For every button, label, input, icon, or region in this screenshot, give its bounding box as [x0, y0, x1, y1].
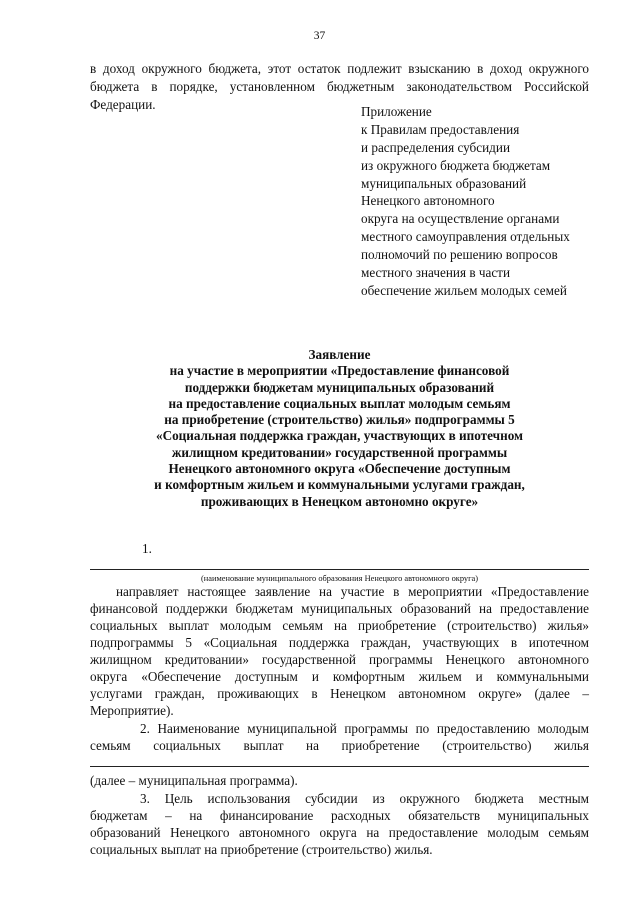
p2-line-3: (далее – муниципальная программа). — [90, 773, 298, 788]
p2-line-1: 2. Наименование муниципальной программы по предоставлению молодым — [140, 721, 589, 736]
item-1-caption: (наименование муниципального образования Ненецкого автономного округа) — [200, 574, 479, 583]
title-line: на приобретение (строительство) жилья» подпрограммы 5 — [164, 412, 515, 428]
p3-line-2: бюджетам – на финансирование расходных обязательств муниципальных — [90, 808, 589, 823]
appendix-line: Приложение — [361, 104, 432, 119]
p1-line-2: финансовой поддержки бюджетам муниципальных образований на предоставление — [90, 601, 589, 616]
title-line: Заявление — [308, 347, 371, 362]
p1-line-3: социальных выплат молодым семьям на приобретение (строительство) жилья» — [90, 618, 589, 633]
appendix-line: полномочий по решению вопросов — [361, 247, 558, 263]
appendix-block — [361, 103, 601, 300]
p3-line-3: образований Ненецкого автономного округа на предоставление молодым семьям — [90, 825, 589, 840]
p2-line-2: семьям социальных выплат на приобретение (строительство) жилья — [90, 738, 589, 753]
title-line: «Социальная поддержка граждан, участвующих в ипотечном — [155, 428, 524, 444]
title-line: поддержки бюджетам муниципальных образований — [184, 379, 495, 395]
appendix-line: Ненецкого автономного — [361, 193, 495, 209]
title-line: на участие в мероприятии «Предоставление финансовой — [169, 363, 510, 379]
document-title — [90, 347, 589, 510]
intro-line-1: в доход окружного бюджета, этот остаток подлежит взысканию в доход окружного — [90, 61, 589, 76]
p1-line-5: жилищном кредитовании» государственной программы Ненецкого автономного — [90, 652, 589, 667]
item-1-fill-line — [90, 569, 589, 570]
appendix-line: округа на осуществление органами — [361, 211, 560, 227]
title-line: и комфортным жильем и коммунальными услугами граждан, — [154, 477, 525, 493]
p3-line-4: социальных выплат на приобретение (строительство) жилья. — [90, 842, 433, 857]
p3-line-1: 3. Цель использования субсидии из окружного бюджета местным — [140, 791, 589, 806]
p2-fill-line — [90, 766, 589, 767]
appendix-line: местного значения в части — [361, 265, 511, 281]
title-line: проживающих в Ненецком автономно округе» — [200, 493, 479, 509]
appendix-line: к Правилам предоставления — [361, 121, 520, 137]
title-line: жилищном кредитовании» государственной программы — [171, 444, 508, 460]
p1-line-7: услугами граждан, проживающих в Ненецком автономном округе» (далее – — [90, 686, 589, 701]
title-line: Ненецкого автономного округа «Обеспечение доступным — [168, 461, 511, 477]
intro-line-2: бюджета в порядке, установленном бюджетным законодательством Российской — [90, 79, 589, 94]
p1-line-1: направляет настоящее заявление на участие в мероприятии «Предоставление — [116, 584, 589, 599]
intro-line-3: Федерации. — [90, 97, 156, 112]
appendix-line: муниципальных образований — [361, 175, 527, 191]
appendix-line: и распределения субсидии — [361, 139, 511, 155]
appendix-line: из окружного бюджета бюджетам — [361, 157, 551, 173]
title-line: на предоставление социальных выплат молодым семьям — [168, 395, 511, 411]
p1-line-8: Мероприятие). — [90, 703, 174, 718]
appendix-line: обеспечение жильем молодых семей — [361, 282, 567, 298]
p1-line-4: подпрограммы 5 «Социальная поддержка граждан, участвующих в ипотечном — [90, 635, 589, 650]
item-1-number: 1. — [142, 541, 152, 556]
p1-line-6: округа «Обеспечение доступным и комфортным жильем и коммунальными — [90, 669, 589, 684]
appendix-line: местного самоуправления отдельных — [361, 229, 570, 245]
page-number: 37 — [313, 30, 326, 42]
